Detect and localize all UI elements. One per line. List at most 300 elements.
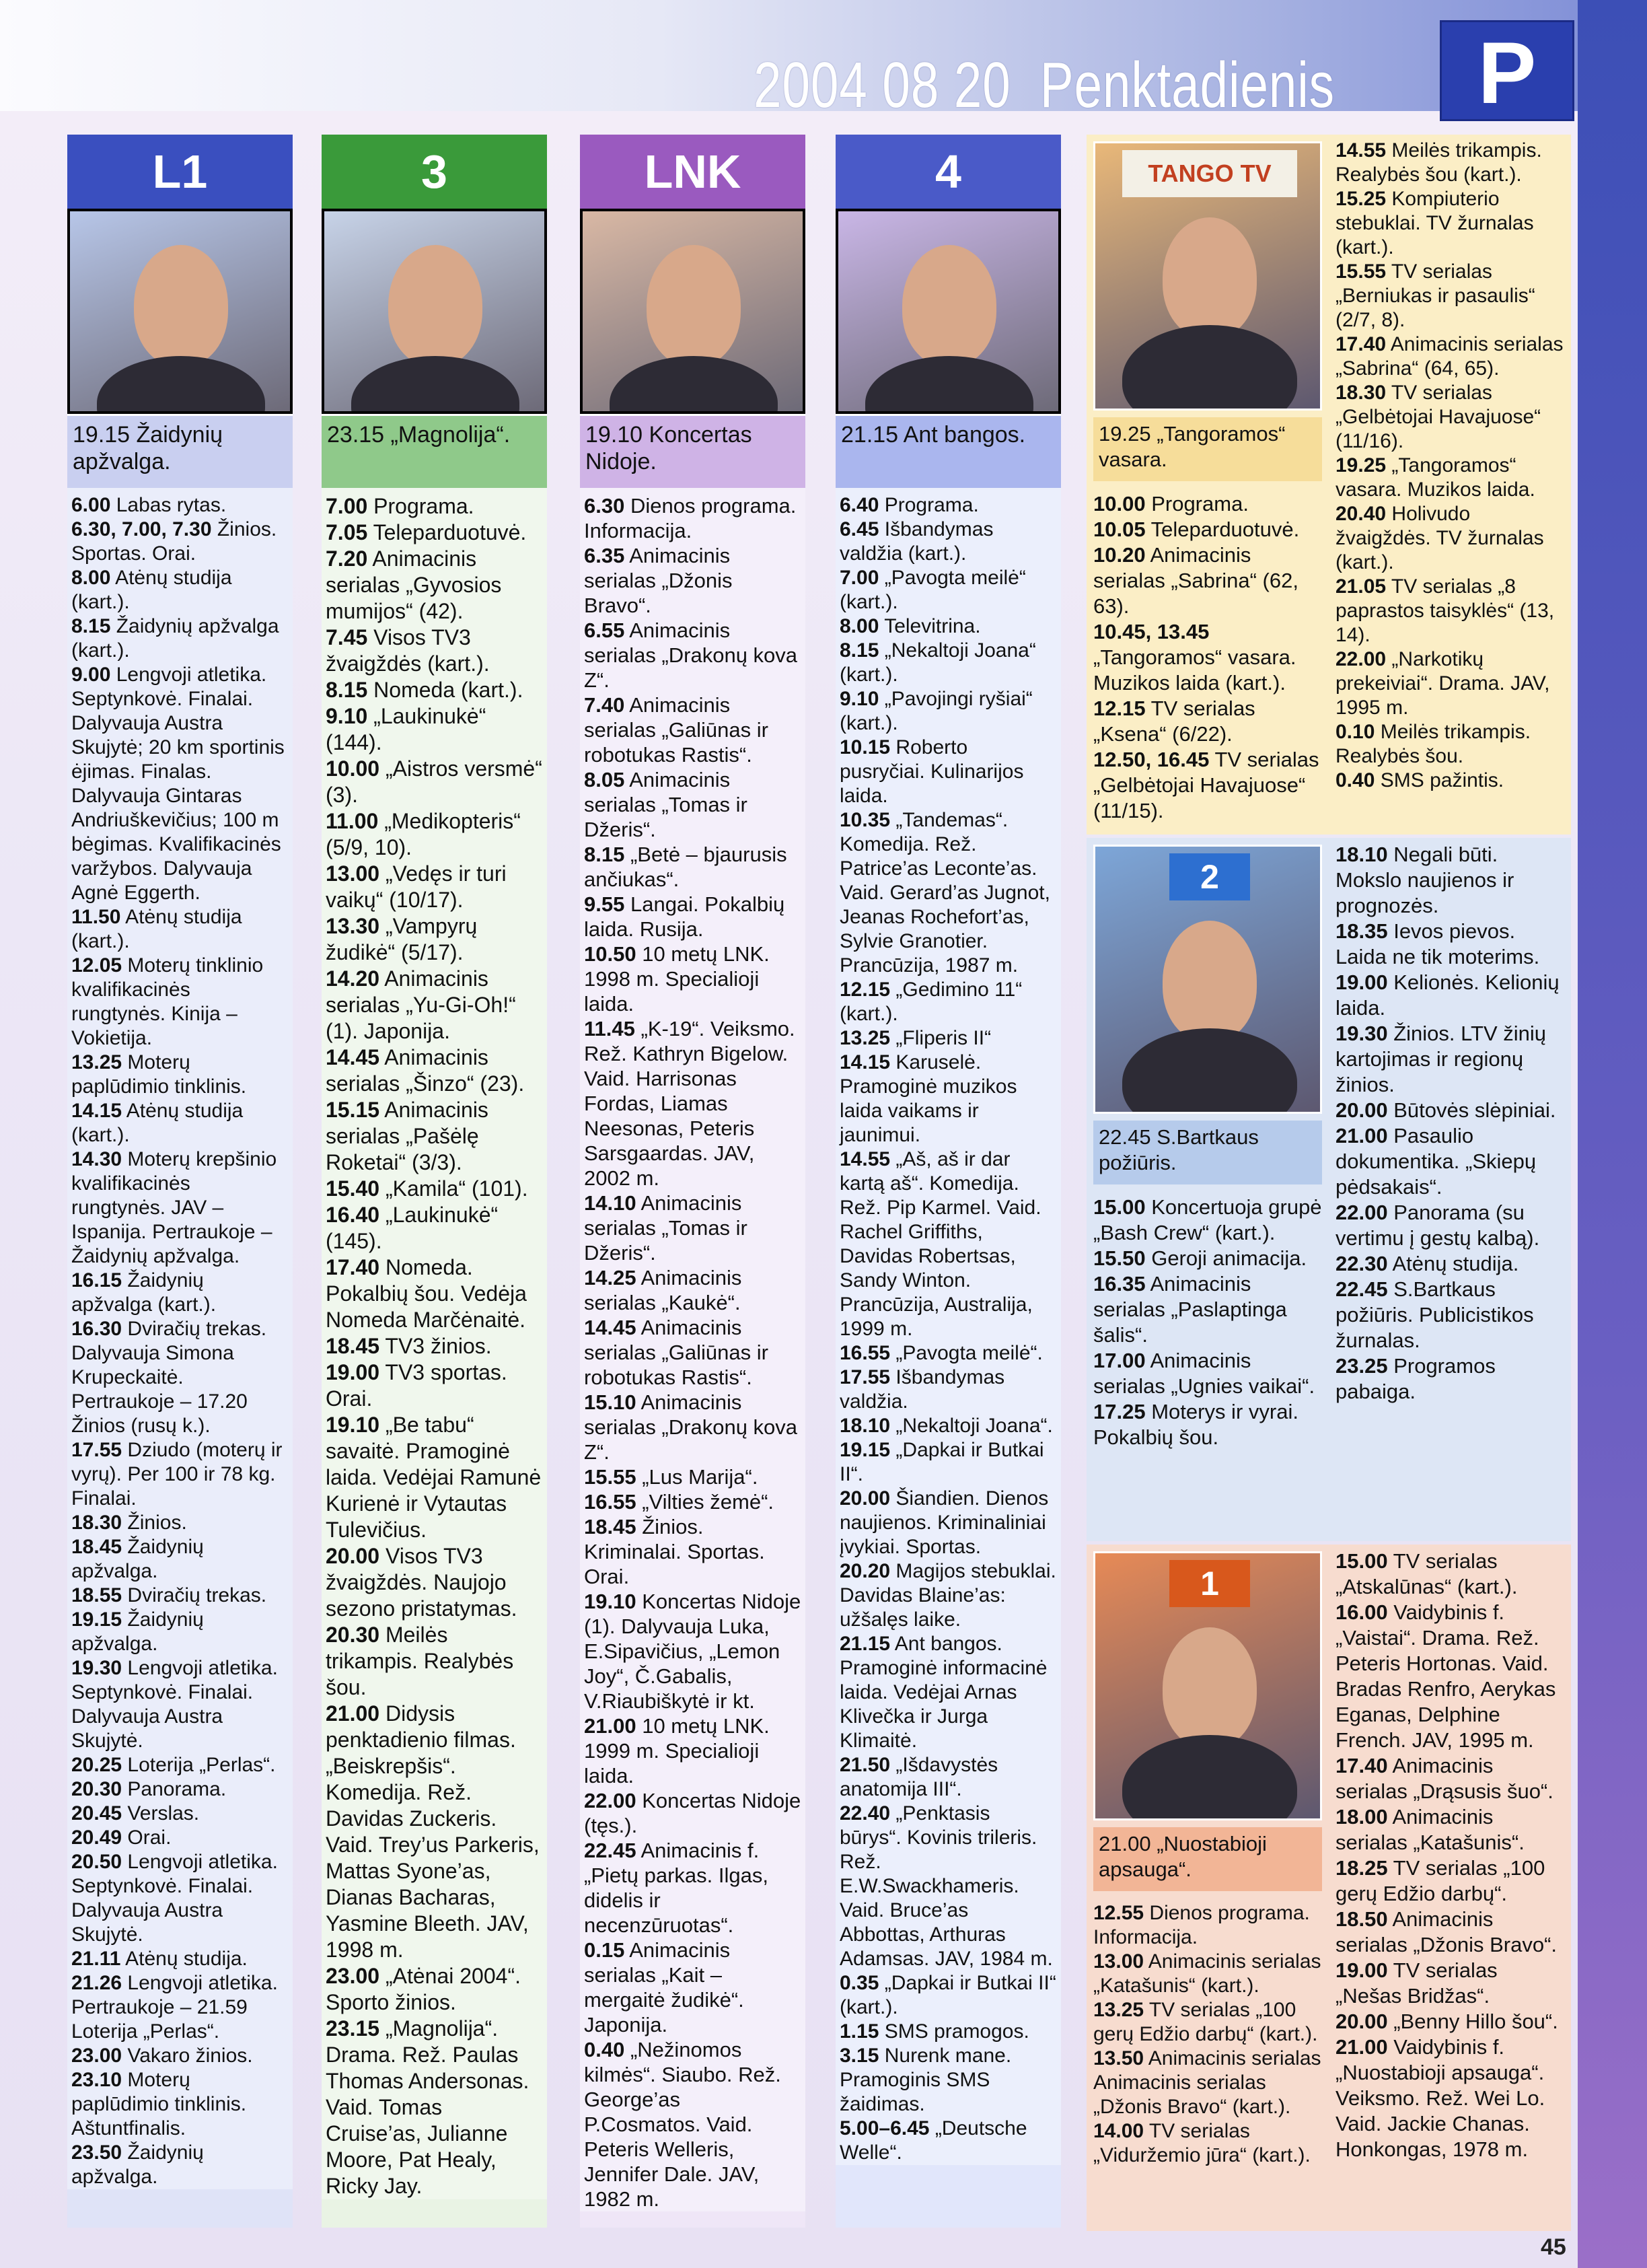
program-item bbox=[71, 493, 289, 518]
program-item bbox=[1335, 1907, 1568, 1958]
program-title: Teleparduotuvė. bbox=[1150, 518, 1300, 541]
program-item bbox=[71, 1438, 289, 1511]
program-time: 11.50 bbox=[71, 906, 121, 928]
program-time: 9.55 bbox=[584, 892, 625, 916]
program-item bbox=[71, 614, 289, 663]
program-item bbox=[326, 703, 543, 756]
program-item bbox=[326, 2016, 543, 2199]
program-item bbox=[71, 905, 289, 954]
program-time: 18.00 bbox=[1335, 1805, 1388, 1829]
program-time: 23.00 bbox=[326, 1964, 380, 1988]
program-time: 19.30 bbox=[71, 1657, 122, 1679]
program-item bbox=[1335, 720, 1568, 769]
program-item bbox=[326, 1202, 543, 1254]
program-time: 19.10 bbox=[584, 1590, 636, 1613]
program-item bbox=[1335, 1098, 1568, 1123]
program-time: 19.25 bbox=[1335, 454, 1387, 476]
program-title: Visos TV3 žvaigždės. Naujojo sezono pristatymas. bbox=[326, 1544, 517, 1621]
program-list bbox=[322, 488, 547, 2199]
program-item bbox=[584, 1489, 801, 1514]
program-time: 8.00 bbox=[840, 615, 879, 637]
program-item bbox=[71, 1850, 289, 1947]
program-item bbox=[584, 618, 801, 693]
program-item bbox=[1335, 2034, 1568, 2162]
channel-block-left bbox=[1087, 838, 1329, 1541]
program-item bbox=[1335, 1549, 1568, 1600]
program-time: 8.15 bbox=[840, 639, 879, 662]
channel-logo: L1 bbox=[67, 135, 293, 209]
program-time: 23.15 bbox=[326, 2016, 380, 2041]
body-shape bbox=[610, 356, 778, 414]
program-time: 18.45 bbox=[326, 1334, 380, 1358]
program-item bbox=[71, 954, 289, 1051]
program-time: 23.10 bbox=[71, 2069, 122, 2091]
program-time: 18.35 bbox=[1335, 919, 1388, 943]
program-item bbox=[584, 842, 801, 892]
program-title: Būtovės slėpiniai. bbox=[1393, 1098, 1556, 1122]
program-title: Visos TV3 žvaigždės (kart.). bbox=[326, 625, 490, 676]
program-item bbox=[584, 1016, 801, 1191]
program-item bbox=[1093, 2119, 1322, 2168]
program-item bbox=[326, 1176, 543, 1202]
program-time: 18.10 bbox=[840, 1415, 891, 1437]
program-time: 18.25 bbox=[1335, 1856, 1388, 1880]
program-title: „Lus Marija“. bbox=[642, 1465, 758, 1489]
program-item bbox=[71, 1584, 289, 1608]
program-item bbox=[71, 1971, 289, 2044]
program-item bbox=[71, 1802, 289, 1826]
program-title: „Vilties žemė“. bbox=[642, 1490, 774, 1514]
program-time: 14.20 bbox=[326, 966, 380, 991]
program-title: „Narkotikų prekeiviai“. Drama. JAV, 1995 m. bbox=[1335, 648, 1550, 719]
program-item bbox=[1335, 139, 1568, 187]
program-time: 19.30 bbox=[1335, 1022, 1388, 1045]
page-number: 45 bbox=[1541, 2234, 1566, 2260]
program-time: 13.00 bbox=[326, 861, 380, 886]
program-title: „Išdavystės anatomija III“. bbox=[840, 1754, 998, 1800]
program-title: Atėnų studija (kart.). bbox=[71, 567, 232, 613]
program-title: S.Bartkaus požiūris. Publicistikos žurnalas. bbox=[1335, 1277, 1534, 1352]
program-time: 11.45 bbox=[584, 1017, 635, 1040]
program-title: Animacinis serialas „Drakonų kova Z“. bbox=[584, 1390, 798, 1464]
program-time: 17.55 bbox=[840, 1366, 891, 1388]
program-item bbox=[71, 1051, 289, 1099]
program-time: 22.45 bbox=[584, 1839, 636, 1862]
program-title: TV serialas „Ksena“ (6/22). bbox=[1093, 697, 1255, 746]
program-item bbox=[840, 1341, 1057, 1366]
program-title: Moterų paplūdimio tinklinis. bbox=[71, 1051, 247, 1098]
channel-logo: 1 bbox=[1169, 1560, 1250, 1607]
program-item bbox=[1335, 1123, 1568, 1200]
photo-caption: 19.10 Koncertas Nidoje. bbox=[580, 414, 805, 488]
program-time: 13.00 bbox=[1093, 1950, 1144, 1973]
program-item bbox=[1093, 747, 1322, 824]
channel-column-1 bbox=[67, 135, 293, 2228]
program-title: Koncertas Nidoje (1). Dalyvauja Luka, E.Sipavičius, „Lemon Joy“, Č.Gabalis, V.Riaubiškytė ir kt. bbox=[584, 1590, 801, 1713]
program-item bbox=[840, 1414, 1057, 1438]
program-title: Moterys ir vyrai. Pokalbių šou. bbox=[1093, 1400, 1298, 1449]
program-title: Atėnų studija. bbox=[125, 1948, 248, 1970]
program-list bbox=[580, 488, 805, 2211]
program-title: Vakaro žinios. bbox=[127, 2045, 253, 2067]
program-time: 21.00 bbox=[1335, 2035, 1388, 2059]
program-time: 18.10 bbox=[1335, 843, 1388, 866]
program-title: Animacinis serialas „Tomas ir Džeris“. bbox=[584, 1191, 747, 1265]
channel-column-2 bbox=[322, 135, 547, 2228]
program-time: 23.00 bbox=[71, 2045, 122, 2067]
program-item bbox=[840, 1559, 1057, 1632]
program-title: Dviračių trekas. bbox=[127, 1584, 267, 1606]
program-title: Panorama. bbox=[127, 1778, 227, 1800]
program-item bbox=[840, 736, 1057, 808]
photo-caption: 21.15 Ant bangos. bbox=[836, 414, 1061, 488]
program-title: Animacinis serialas „Galiūnas ir robotukas Rastis“. bbox=[584, 1316, 768, 1389]
program-title: 10 metų LNK. 1999 m. Specialioji laida. bbox=[584, 1714, 770, 1787]
program-title: TV serialas „Gelbėtojai Havajuose“ (11/15). bbox=[1093, 748, 1319, 822]
channel-logo: TANGO TV bbox=[1122, 150, 1297, 197]
program-item bbox=[1335, 647, 1568, 720]
program-time: 14.45 bbox=[584, 1316, 636, 1339]
program-time: 20.40 bbox=[1335, 503, 1387, 525]
program-title: Atėnų studija (kart.). bbox=[71, 1100, 244, 1146]
program-item bbox=[71, 1826, 289, 1850]
face-shape bbox=[1163, 217, 1257, 339]
program-time: 15.25 bbox=[1335, 188, 1387, 210]
program-item bbox=[1093, 517, 1322, 542]
program-title: Lengvoji atletika. Septynkovė. Finalai. Dalyvauja Austra Skujytė. bbox=[71, 1657, 278, 1752]
program-time: 10.15 bbox=[840, 736, 891, 758]
program-title: Moterų paplūdimio tinklinis. Aštuntfinalis. bbox=[71, 2069, 247, 2139]
right-sidebar bbox=[1578, 0, 1647, 2268]
page-date: 2004 08 20 Penktadienis bbox=[754, 49, 1335, 121]
program-title: „Magnolija“. Drama. Rež. Paulas Thomas Andersonas. Vaid. Tomas Cruise’as, Julianne Moore, Pat Healy, Ricky Jay. bbox=[326, 2016, 529, 2198]
program-title: „Pavogta meilė“. bbox=[895, 1342, 1043, 1364]
program-title: Loterija „Perlas“. bbox=[127, 1754, 276, 1776]
athletes-icon bbox=[67, 209, 293, 414]
program-title: Televitrina. bbox=[884, 615, 981, 637]
program-item bbox=[71, 1099, 289, 1147]
face-shape bbox=[1163, 1627, 1257, 1748]
program-title: „Gedimino 11“ (kart.). bbox=[840, 979, 1023, 1025]
body-shape bbox=[1122, 1028, 1297, 1114]
program-time: 0.15 bbox=[584, 1938, 625, 1962]
program-time: 12.50, 16.45 bbox=[1093, 748, 1210, 771]
program-title: „Medikopteris“ (5/9, 10). bbox=[326, 809, 521, 859]
program-title: „Vampyrų žudikė“ (5/17). bbox=[326, 914, 478, 964]
program-time: 21.05 bbox=[1335, 575, 1387, 598]
program-item bbox=[840, 1366, 1057, 1414]
program-time: 21.00 bbox=[326, 1701, 380, 1726]
program-title: Žaidynių apžvalga (kart.). bbox=[71, 1269, 217, 1316]
program-item bbox=[584, 1788, 801, 1838]
program-item bbox=[1335, 1251, 1568, 1277]
program-time: 20.50 bbox=[71, 1851, 122, 1873]
program-item bbox=[1093, 696, 1322, 747]
program-title: Programa. bbox=[884, 494, 979, 516]
program-item bbox=[584, 892, 801, 942]
program-time: 21.00 bbox=[584, 1714, 636, 1738]
program-list bbox=[67, 488, 293, 2189]
program-title: Animacinis serialas „Tomas ir Džeris“. bbox=[584, 768, 747, 841]
program-item bbox=[71, 1147, 289, 1269]
program-title: Meilės trikampis. Realybės šou. bbox=[326, 1623, 514, 1699]
program-title: Animacinis serialas „Drakonų kova Z“. bbox=[584, 618, 798, 692]
program-title: „Pavojingi ryšiai“ (kart.). bbox=[840, 688, 1033, 734]
program-time: 20.00 bbox=[1335, 1098, 1388, 1122]
program-time: 10.35 bbox=[840, 809, 891, 831]
program-list-continued bbox=[1335, 139, 1568, 793]
program-title: Išbandymas valdžia (kart.). bbox=[840, 518, 994, 565]
program-item bbox=[840, 1026, 1057, 1051]
face-shape bbox=[647, 245, 741, 366]
program-title: Koncertuoja grupė „Bash Crew“ (kart.). bbox=[1093, 1195, 1322, 1244]
program-time: 14.10 bbox=[584, 1191, 636, 1215]
program-time: 21.26 bbox=[71, 1972, 122, 1994]
presenter-portrait-icon bbox=[1093, 845, 1322, 1114]
program-time: 3.15 bbox=[840, 2045, 879, 2067]
program-title: Animacinis serialas „Džonis Bravo“. bbox=[1335, 1907, 1558, 1956]
program-title: „Dapkai ir Butkai II“. bbox=[840, 1439, 1044, 1485]
program-time: 17.40 bbox=[1335, 333, 1387, 355]
program-time: 13.25 bbox=[71, 1051, 122, 1073]
program-time: 6.45 bbox=[840, 518, 879, 540]
program-title: „Tandemas“. Komedija. Rež. Patrice’as Leconte’as. Vaid. Gerard’as Jugnot, Jeanas Rochefort’as, Sylvie Granotier. Prancūzija, 1987 m. bbox=[840, 809, 1050, 977]
program-time: 15.55 bbox=[1335, 260, 1387, 283]
program-title: Animacinis serialas „Katašunis“ (kart.). bbox=[1093, 1950, 1321, 1997]
body-shape bbox=[351, 356, 519, 414]
program-title: „Benny Hillo šou“. bbox=[1393, 2010, 1558, 2033]
program-time: 1.15 bbox=[840, 2020, 879, 2043]
program-time: 21.11 bbox=[71, 1948, 121, 1970]
program-title: Lengvoji atletika. Septynkovė. Finalai. Dalyvauja Austra Skujytė. bbox=[71, 1851, 278, 1946]
program-item bbox=[840, 566, 1057, 614]
program-time: 17.40 bbox=[326, 1255, 380, 1279]
program-item bbox=[1335, 1958, 1568, 2009]
program-time: 14.55 bbox=[840, 1148, 891, 1170]
program-title: Dziudo (moterų ir vyrų). Per 100 ir 78 kg. Finalai. bbox=[71, 1439, 283, 1510]
program-item bbox=[71, 1317, 289, 1438]
program-item bbox=[840, 493, 1057, 518]
program-time: 18.55 bbox=[71, 1584, 122, 1606]
program-time: 14.15 bbox=[840, 1051, 891, 1073]
program-item bbox=[1093, 491, 1322, 517]
program-time: 5.00–6.45 bbox=[840, 2117, 930, 2139]
program-title: Animacinis serialas Animacinis serialas „Džonis Bravo“ (kart.). bbox=[1093, 2047, 1321, 2118]
program-time: 15.40 bbox=[326, 1176, 380, 1201]
program-title: Nomeda. Pokalbių šou. Vedėja Nomeda Marčėnaitė. bbox=[326, 1255, 527, 1332]
program-title: SMS pažintis. bbox=[1380, 769, 1504, 791]
program-time: 9.10 bbox=[326, 704, 368, 728]
program-title: „Vedęs ir turi vaikų“ (10/17). bbox=[326, 861, 507, 912]
program-item bbox=[326, 1701, 543, 1963]
program-item bbox=[584, 1464, 801, 1489]
program-time: 19.00 bbox=[326, 1360, 380, 1384]
program-title: Kompiuterio stebuklai. TV žurnalas (kart.). bbox=[1335, 188, 1534, 258]
program-time: 16.55 bbox=[584, 1490, 636, 1514]
face-shape bbox=[388, 245, 482, 366]
program-title: Dienos programa. Informacija. bbox=[584, 494, 797, 542]
program-item bbox=[326, 625, 543, 677]
program-title: Moterų krepšinio kvalifikacinės rungtynės. JAV – Ispanija. Pertraukoje – Žaidynių apžvalga. bbox=[71, 1148, 277, 1267]
channel-logo: 3 bbox=[322, 135, 547, 209]
program-time: 8.15 bbox=[326, 678, 368, 702]
actor-portrait-icon bbox=[322, 209, 547, 414]
program-item bbox=[1093, 2047, 1322, 2119]
program-title: Žaidynių apžvalga. bbox=[71, 1536, 204, 1582]
program-title: „Atėnai 2004“. Sporto žinios. bbox=[326, 1964, 521, 2014]
program-item bbox=[71, 2068, 289, 2141]
program-title: Animacinis serialas „Galiūnas ir robotukas Rastis“. bbox=[584, 693, 768, 767]
program-item bbox=[584, 1191, 801, 1265]
program-time: 6.00 bbox=[71, 494, 111, 516]
program-item bbox=[326, 1543, 543, 1622]
program-title: Atėnų studija. bbox=[1392, 1252, 1519, 1275]
program-title: Nurenk mane. Pramoginis SMS žaidimas. bbox=[840, 2045, 1012, 2115]
program-item bbox=[584, 493, 801, 543]
program-title: Orai. bbox=[127, 1827, 172, 1849]
day-letter-badge: P bbox=[1440, 20, 1574, 121]
program-title: TV serialas „Gelbėtojai Havajuose“ (11/16). bbox=[1335, 382, 1541, 452]
program-time: 22.30 bbox=[1335, 1252, 1388, 1275]
program-list bbox=[1093, 1195, 1322, 1450]
program-time: 14.45 bbox=[326, 1045, 380, 1069]
program-item bbox=[1093, 1246, 1322, 1271]
channel-block-left bbox=[1087, 135, 1329, 835]
program-time: 13.50 bbox=[1093, 2047, 1144, 2069]
program-title: Programa. bbox=[1151, 492, 1249, 516]
program-item bbox=[1335, 1804, 1568, 1855]
program-item bbox=[1335, 502, 1568, 575]
program-item bbox=[326, 1044, 543, 1097]
program-item bbox=[326, 808, 543, 861]
program-title: Žaidynių apžvalga. bbox=[71, 1608, 204, 1655]
program-time: 18.45 bbox=[584, 1515, 636, 1538]
face-shape bbox=[1163, 921, 1257, 1042]
channel-logo: 2 bbox=[1169, 853, 1250, 900]
program-title: Žinios. LTV žinių kartojimas ir regionų žinios. bbox=[1335, 1022, 1547, 1096]
program-time: 10.45, 13.45 bbox=[1093, 620, 1210, 643]
program-time: 16.35 bbox=[1093, 1272, 1146, 1296]
program-time: 18.30 bbox=[71, 1512, 122, 1534]
program-item bbox=[1335, 1855, 1568, 1907]
program-item bbox=[584, 1315, 801, 1390]
program-item bbox=[1093, 542, 1322, 619]
program-item bbox=[71, 2044, 289, 2068]
program-title: Žinios. bbox=[127, 1512, 187, 1534]
program-item bbox=[326, 520, 543, 546]
program-time: 10.50 bbox=[584, 942, 636, 966]
program-time: 22.00 bbox=[1335, 1201, 1388, 1224]
program-time: 20.45 bbox=[71, 1802, 122, 1824]
program-item bbox=[71, 2141, 289, 2189]
program-time: 14.15 bbox=[71, 1100, 122, 1122]
program-time: 20.00 bbox=[1335, 2010, 1388, 2033]
program-title: Animacinis serialas „Yu-Gi-Oh!“ (1). Japonija. bbox=[326, 966, 516, 1043]
program-title: Animacinis serialas „Džonis Bravo“. bbox=[584, 544, 733, 617]
program-time: 12.15 bbox=[840, 979, 891, 1001]
program-item bbox=[840, 518, 1057, 566]
program-item bbox=[584, 693, 801, 767]
program-item bbox=[584, 543, 801, 618]
program-item bbox=[71, 1777, 289, 1802]
program-title: Karuselė. Pramoginė muzikos laida vaikams ir jaunimui. bbox=[840, 1051, 1017, 1146]
program-title: „Kamila“ (101). bbox=[385, 1176, 528, 1201]
program-title: Langai. Pokalbių laida. Rusija. bbox=[584, 892, 785, 941]
program-title: Animacinis serialas „Drąsusis šuo“. bbox=[1335, 1754, 1553, 1803]
program-item bbox=[840, 639, 1057, 687]
program-time: 8.15 bbox=[584, 843, 625, 866]
program-title: Animacinis serialas „Katašunis“. bbox=[1335, 1805, 1525, 1854]
program-item bbox=[1335, 919, 1568, 970]
program-item bbox=[1093, 1271, 1322, 1348]
program-item bbox=[840, 978, 1057, 1026]
program-title: Lengvoji atletika. Pertraukoje – 21.59 Loterija „Perlas“. bbox=[71, 1972, 278, 2043]
program-time: 11.00 bbox=[326, 809, 379, 833]
program-item bbox=[71, 1656, 289, 1753]
program-time: 16.30 bbox=[71, 1318, 122, 1340]
program-time: 8.15 bbox=[71, 615, 111, 637]
program-item bbox=[840, 1438, 1057, 1487]
program-list bbox=[1093, 491, 1322, 824]
program-time: 20.25 bbox=[71, 1754, 122, 1776]
program-item bbox=[840, 687, 1057, 736]
program-title: Animacinis serialas „Sabrina“ (64, 65). bbox=[1335, 333, 1564, 380]
program-item bbox=[1335, 454, 1568, 502]
program-item bbox=[71, 663, 289, 905]
photo-caption: 22.45 S.Bartkaus požiūris. bbox=[1093, 1121, 1322, 1184]
program-time: 6.30, 7.00, 7.30 bbox=[71, 518, 212, 540]
program-time: 22.40 bbox=[840, 1802, 891, 1824]
program-item bbox=[71, 1511, 289, 1535]
program-title: Išbandymas valdžia. bbox=[840, 1366, 1005, 1413]
program-time: 0.40 bbox=[1335, 769, 1375, 791]
program-title: Dviračių trekas. Dalyvauja Simona Krupeckaitė. Pertraukoje – 17.20 Žinios (rusų k.). bbox=[71, 1318, 267, 1437]
program-time: 17.40 bbox=[1335, 1754, 1388, 1777]
program-item bbox=[584, 1265, 801, 1315]
program-item bbox=[584, 1589, 801, 1713]
program-time: 6.55 bbox=[584, 618, 625, 642]
program-title: TV3 žinios. bbox=[385, 1334, 492, 1358]
program-item bbox=[326, 1963, 543, 2016]
program-title: TV serialas „Berniukas ir pasaulis“ (2/7, 8). bbox=[1335, 260, 1535, 331]
program-item bbox=[1093, 1195, 1322, 1246]
program-title: Pasaulio dokumentika. „Skiepų pėdsakais“. bbox=[1335, 1124, 1537, 1199]
program-title: 10 metų LNK. 1998 m. Specialioji laida. bbox=[584, 942, 770, 1016]
program-list bbox=[1093, 1901, 1322, 2168]
program-list-continued bbox=[1335, 842, 1568, 1405]
channel-block-btv bbox=[1087, 1545, 1571, 2231]
program-item bbox=[1335, 1021, 1568, 1098]
program-item bbox=[1335, 2009, 1568, 2034]
program-time: 10.20 bbox=[1093, 543, 1146, 567]
program-item bbox=[840, 614, 1057, 639]
program-time: 7.00 bbox=[326, 494, 368, 518]
program-title: Ant bangos. Pramoginė informacinė laida. Vedėjai Arnas Klivečka ir Jurga Klimaitė. bbox=[840, 1633, 1048, 1752]
program-time: 19.00 bbox=[1335, 970, 1388, 994]
program-title: Ievos pievos. Laida ne tik moterims. bbox=[1335, 919, 1540, 968]
photo-caption: 19.15 Žaidynių apžvalga. bbox=[67, 414, 293, 488]
program-item bbox=[326, 1622, 543, 1701]
program-title: Animacinis f. „Pietų parkas. Ilgas, didelis ir necenzūruotas“. bbox=[584, 1839, 768, 1937]
program-item bbox=[326, 546, 543, 625]
program-item bbox=[71, 566, 289, 614]
program-title: „Nekaltoji Joana“ (kart.). bbox=[840, 639, 1036, 686]
program-title: TV serialas „100 gerų Edžio darbų“. bbox=[1335, 1856, 1545, 1905]
program-item bbox=[840, 1147, 1057, 1341]
program-time: 18.45 bbox=[71, 1536, 122, 1558]
program-time: 14.30 bbox=[71, 1148, 122, 1170]
program-item bbox=[326, 1254, 543, 1333]
